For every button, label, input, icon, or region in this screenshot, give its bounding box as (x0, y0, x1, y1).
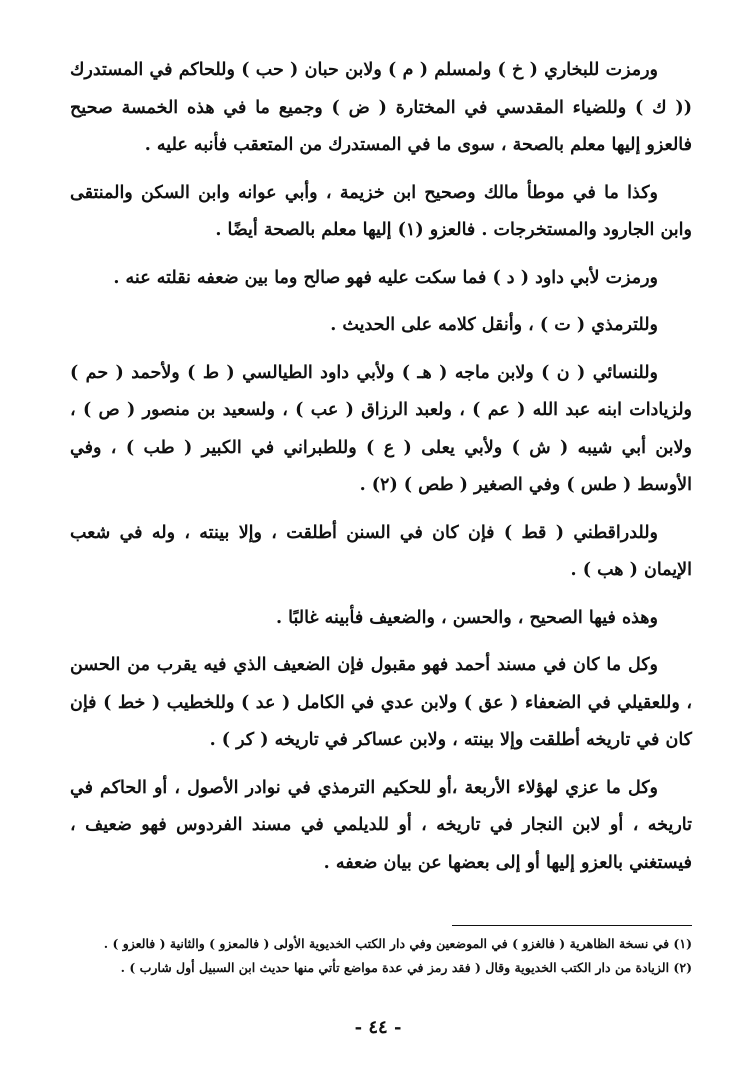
paragraph-5 (70, 355, 692, 505)
paragraph-4 (70, 307, 692, 345)
footnote-divider (452, 925, 692, 926)
paragraph-4-text: وللترمذي ( ت ) ، وأنقل كلامه على الحديث . (330, 315, 658, 335)
paragraph-3 (70, 260, 692, 298)
footnotes (70, 932, 692, 980)
paragraph-6 (70, 515, 692, 590)
paragraph-9-text: وكل ما عزي لهؤلاء الأربعة ،أو للحكيم الترمذي في نوادر الأصول ، أو الحاكم في تاريخه ، أو لابن النجار في تاريخه ، أو للديلمي في مسند الفردوس فهو ضعيف ، فيستغني بالعزو إليها أو إلى بعضها عن بيان ضعفه . (70, 777, 692, 873)
paragraph-7 (70, 600, 692, 638)
page-number: - ٤٤ - (354, 1017, 402, 1038)
paragraph-9 (70, 770, 692, 883)
paragraph-3-text: ورمزت لأبي داود ( د ) فما سكت عليه فهو صالح وما بين ضعفه نقلته عنه . (113, 267, 658, 288)
footnote-2: (٢) الزيادة من دار الكتب الخديوية وقال ( فقد رمز في عدة مواضع تأتي منها حديث ابن السبيل أول شارب ) . (120, 960, 692, 975)
paragraph-6-text: وللدراقطني ( قط ) فإن كان في السنن أطلقت ، وإلا بينته ، وله في شعب الإيمان ( هب ) . (70, 522, 692, 580)
paragraph-1-text: ورمزت للبخاري ( خ ) ولمسلم ( م ) ولابن حبان ( حب ) وللحاكم في المستدرك (( ك ) وللضياء المقدسي في المختارة ( ض ) وجميع ما في هذه الخمسة صحيح فالعزو إليها معلم بالصحة ، سوى ما في المستدرك من المتعقب فأنبه عليه . (70, 60, 692, 155)
paragraph-7-text: وهذه فيها الصحيح ، والحسن ، والضعيف فأبينه غالبًا . (275, 607, 658, 628)
paragraph-8-text: وكل ما كان في مسند أحمد فهو مقبول فإن الضعيف الذي فيه يقرب من الحسن ، وللعقيلي في الضعفاء ( عق ) ولابن عدي في الكامل ( عد ) وللخطيب ( خط ) فإن كان في تاريخه أطلقت وإلا بينته ، ولابن عساكر في تاريخه ( كر ) . (70, 655, 692, 750)
paragraph-2 (70, 175, 692, 250)
paragraph-1 (70, 52, 692, 165)
page-body (70, 52, 692, 892)
paragraph-8 (70, 647, 692, 760)
paragraph-2-text: وكذا ما في موطأ مالك وصحيح ابن خزيمة ، وأبي عوانه وابن السكن والمنتقى وابن الجارود والمستخرجات . فالعزو (١) إليها معلم بالصحة أيضًا . (70, 182, 692, 240)
paragraph-5-text: وللنسائي ( ن ) ولابن ماجه ( هـ ) ولأبي داود الطيالسي ( ط ) ولأحمد ( حم ) ولزيادات ابنه عبد الله ( عم ) ، ولعبد الرزاق ( عب ) ، ولسعيد بن منصور ( ص ) ، ولابن أبي شيبه ( ش ) ولأبي يعلى ( ع ) وللطبراني في الكبير ( طب ) ، وفي الأوسط ( طس ) وفي الصغير ( طص ) (٢) . (70, 362, 692, 495)
footnote-1: (١) في نسخة الظاهرية ( فالغزو ) في الموضعين وفي دار الكتب الخديوية الأولى ( فالمعزو ) والثانية ( فالعزو ) . (103, 936, 692, 951)
